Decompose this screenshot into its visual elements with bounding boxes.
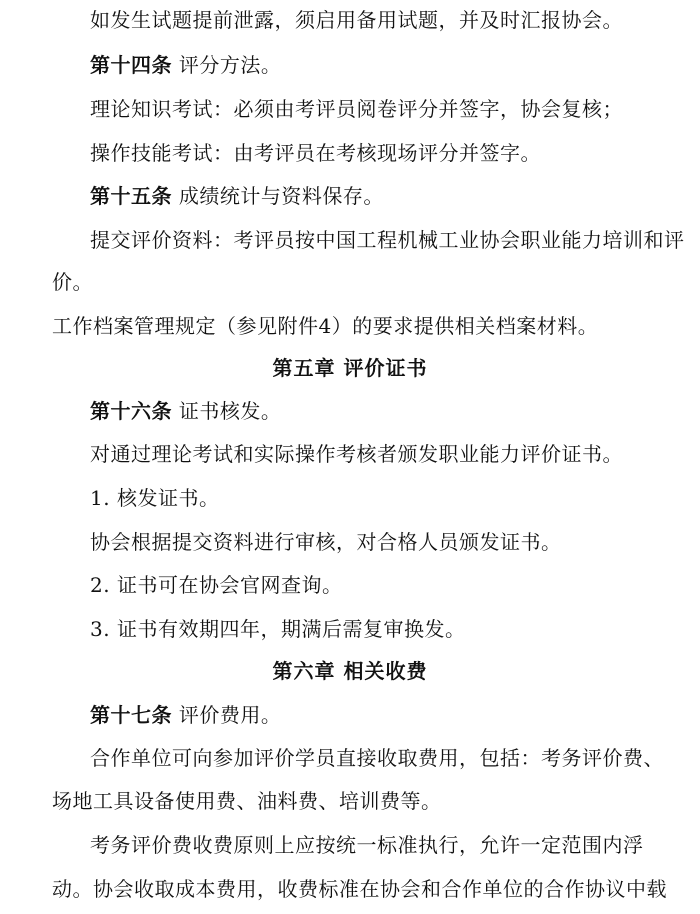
- article-heading: [90, 702, 281, 728]
- paragraph-line: 提交评价资料：考评员按中国工程机械工业协会职业能力培训和评: [90, 228, 685, 252]
- paragraph-line: 对通过理论考试和实际操作考核者颁发职业能力评价证书。: [90, 442, 623, 466]
- list-item: 2. 证书可在协会官网查询。: [90, 573, 343, 597]
- paragraph-line: 合作单位可向参加评价学员直接收取费用，包括：考务评价费、: [90, 746, 664, 770]
- paragraph-line: 如发生试题提前泄露，须启用备用试题，并及时汇报协会。: [90, 8, 623, 32]
- article-heading: [90, 183, 384, 209]
- chapter-heading: 第五章 评价证书: [272, 356, 428, 380]
- list-item: 3. 证书有效期四年，期满后需复审换发。: [90, 617, 466, 641]
- paragraph-line: 价。: [52, 270, 93, 294]
- article-heading: [90, 52, 281, 78]
- list-item: 1. 核发证书。: [90, 486, 220, 510]
- article-text: 证书核发。: [172, 399, 282, 423]
- paragraph-line: 考务评价费收费原则上应按统一标准执行，允许一定范围内浮: [90, 833, 644, 857]
- article-number: 第十七条: [90, 703, 172, 727]
- paragraph-line: 操作技能考试：由考评员在考核现场评分并签字。: [90, 141, 541, 165]
- chapter-heading: 第六章 相关收费: [272, 659, 428, 683]
- article-heading: [90, 398, 281, 424]
- paragraph-line: 理论知识考试：必须由考评员阅卷评分并签字，协会复核；: [90, 97, 623, 121]
- article-text: 评分方法。: [172, 53, 282, 77]
- paragraph-line: 协会根据提交资料进行审核，对合格人员颁发证书。: [90, 530, 562, 554]
- article-number: 第十五条: [90, 184, 172, 208]
- paragraph-line: 场地工具设备使用费、油料费、培训费等。: [52, 789, 442, 813]
- article-number: 第十六条: [90, 399, 172, 423]
- article-text: 评价费用。: [172, 703, 282, 727]
- article-number: 第十四条: [90, 53, 172, 77]
- article-text: 成绩统计与资料保存。: [172, 184, 384, 208]
- paragraph-line: 工作档案管理规定（参见附件4）的要求提供相关档案材料。: [52, 314, 599, 338]
- paragraph-line: 动。协会收取成本费用，收费标准在协会和合作单位的合作协议中载: [52, 877, 667, 901]
